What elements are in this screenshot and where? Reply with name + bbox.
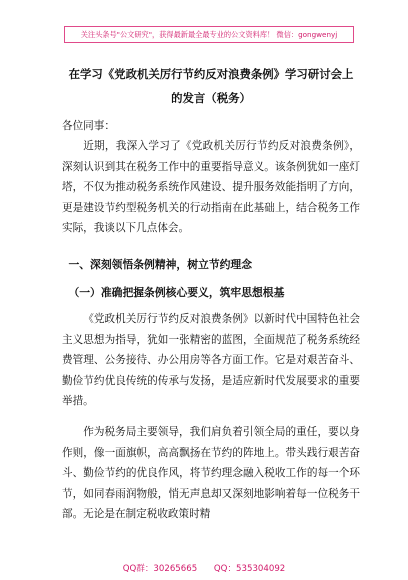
- document-title-line1: 在学习《党政机关厉行节约反对浪费条例》学习研讨会上: [68, 67, 354, 81]
- paragraph-intro: 近期，我深入学习了《党政机关厉行节约反对浪费条例》，深刻认识到其在税务工作中的重要指导意义。该条例犹如一座灯塔，不仅为推动税务系统作风建设、提升服务效能指明了方向，更是建设节约型税务机关的行动指南在此基础上，结合税务工作实际，我谈以下几点体会。: [62, 140, 360, 235]
- document-body: [62, 62, 360, 525]
- subsection-heading-1: （一）准确把握条例核心要义，筑牢思想根基: [68, 285, 285, 299]
- section-heading-1: 一、深刻领悟条例精神，树立节约理念: [68, 257, 253, 271]
- footer-contact: [0, 562, 408, 574]
- promo-banner: [64, 26, 354, 43]
- footer-qq: QQ：535304092: [213, 564, 286, 574]
- paragraph-core-meaning: 《党政机关厉行节约反对浪费条例》以新时代中国特色社会主义思想为指导，犹如一张精密的蓝图，全面规范了税务系统经费管理、公务接待、办公用房等各方面工作。它是对艰苦奋斗、勤俭节约优良传统的传承与发扬，是适应新时代发展要求的重要举措。: [62, 312, 360, 408]
- paragraph-leadership: 作为税务局主要领导，我们肩负着引领全局的重任，要以身作则，像一面旗帜，高高飘扬在节约的阵地上。带头践行艰苦奋斗、勤俭节约的优良作风，将节约理念融入税收工作的每一个环节，如同春雨润物般，悄无声息却又深刻地影响着每一位税务干部。无论是在制定税收政策时精: [62, 425, 360, 521]
- promo-banner-text: 关注头条号"公文研究"，获得最新最全最专业的公文资料库！ 微信：gongwenyj: [80, 29, 338, 39]
- footer-qq-group: QQ群：30265665: [122, 564, 198, 574]
- document-title-line2: 的发言（税务）: [171, 91, 251, 105]
- salutation: 各位同事：: [62, 120, 115, 132]
